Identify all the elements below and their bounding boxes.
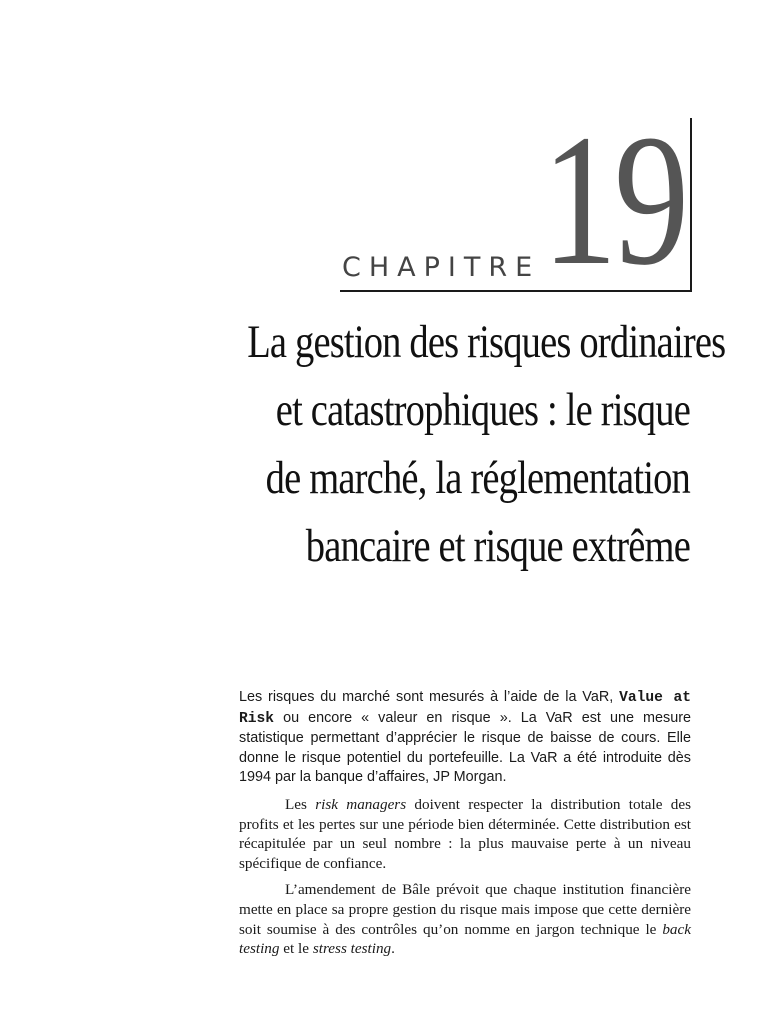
- paragraph-3-italic-term-1: back testing: [239, 920, 691, 958]
- chapter-title-line-1: La gestion des risques ordinaires: [247, 316, 726, 368]
- chapter-title-line-2: et catastrophiques : le risque: [275, 384, 690, 436]
- chapter-header: [340, 95, 692, 304]
- paragraph-1-bold-term: Value at Risk: [239, 690, 691, 727]
- body-text: [239, 688, 691, 966]
- paragraph-3-text-c: .: [391, 940, 395, 958]
- chapter-title: [150, 308, 726, 580]
- paragraph-2-text-a: Les: [285, 795, 316, 813]
- chapter-label: CHAPITRE: [342, 252, 541, 283]
- chapter-number: 19: [542, 95, 686, 304]
- paragraph-1-text-b: ou encore « valeur en risque ». La VaR est une mesure statistique permettant d’apprécier le risque de baisse de cours. Elle donne le risque potentiel du portefeuille. La VaR a été introduite dès 1994 par la banque d’affaires, JP Morgan.: [239, 709, 691, 786]
- chapter-title-line-4: bancaire et risque extrême: [305, 520, 690, 572]
- paragraph-3: [239, 880, 691, 958]
- paragraph-1: [239, 688, 691, 788]
- paragraph-2-text-b: doivent respecter la distribution totale des profits et les pertes sur une période bien déterminée. Cette distribution est récapitulée par un seul nombre : la plus mauvaise perte à un niveau spécifique de confiance.: [239, 795, 691, 872]
- paragraph-3-text-b: et le: [279, 940, 313, 958]
- paragraph-2: [239, 795, 691, 873]
- paragraph-2-italic-term: risk managers: [315, 795, 407, 813]
- paragraph-3-text-a: L’amendement de Bâle prévoit que chaque institution financière mette en place sa propre gestion du risque mais impose que cette dernière soit soumise à des contrôles qu’on nomme en jargon technique le: [239, 881, 691, 938]
- paragraph-1-text-a: Les risques du marché sont mesurés à l’aide de la VaR,: [239, 689, 620, 705]
- chapter-vertical-rule: [690, 118, 692, 292]
- paragraph-3-italic-term-2: stress testing: [312, 940, 392, 958]
- chapter-title-line-3: de marché, la réglementation: [265, 452, 690, 504]
